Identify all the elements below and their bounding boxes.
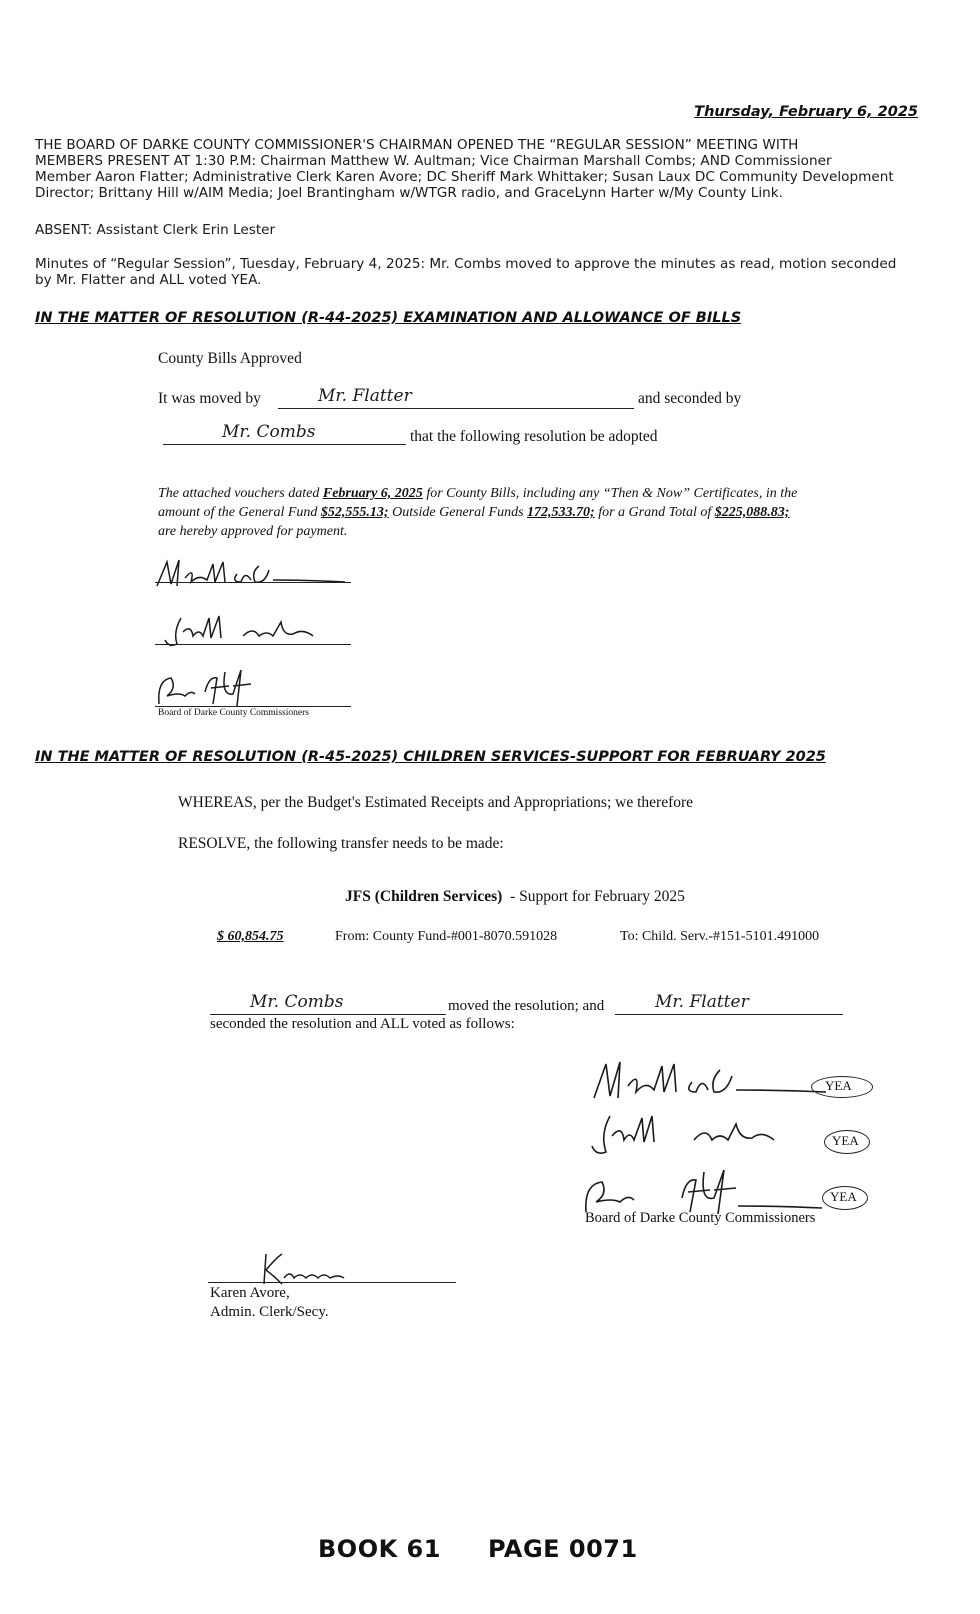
- seconded-by-handwritten: Mr. Combs: [222, 422, 316, 442]
- moved-by-line: [278, 408, 634, 409]
- vote-signature-combs: [590, 1112, 820, 1162]
- signature-aultman: [155, 556, 355, 596]
- signature-line: [155, 582, 351, 583]
- vouchers-text: amount of the General Fund: [158, 505, 321, 520]
- outside-funds-amount: 172,533.70;: [527, 505, 595, 520]
- clerk-title: Admin. Clerk/Secy.: [210, 1304, 329, 1320]
- minutes-paragraph: [35, 256, 896, 288]
- mover-line: [210, 1014, 446, 1015]
- moved-by-handwritten: Mr. Flatter: [318, 386, 412, 406]
- signature-line: [155, 706, 351, 707]
- intro-line: THE BOARD OF DARKE COUNTY COMMISSIONER'S CHAIRMAN OPENED THE “REGULAR SESSION” MEETING WITH: [35, 137, 799, 153]
- vouchers-text: for County Bills, including any “Then & Now” Certificates, in the: [422, 486, 798, 501]
- moved-text: moved the resolution; and: [448, 998, 605, 1014]
- transfer-to: To: Child. Serv.-#151-5101.491000: [620, 929, 820, 944]
- minutes-line: Minutes of “Regular Session”, Tuesday, February 4, 2025: Mr. Combs moved to approve the minutes as read, motion seconded: [35, 256, 897, 272]
- vouchers-paragraph: [158, 484, 868, 541]
- resolution-44-heading: IN THE MATTER OF RESOLUTION (R-44-2025) EXAMINATION AND ALLOWANCE OF BILLS: [35, 310, 742, 326]
- vouchers-text: Outside General Funds: [388, 505, 528, 520]
- intro-line: MEMBERS PRESENT AT 1:30 P.M: Chairman Matthew W. Aultman; Vice Chairman Marshall Combs; AND Commissioner: [35, 153, 832, 169]
- transfer-from: From: County Fund-#001-8070.591028: [335, 929, 558, 944]
- transfer-title: [345, 888, 685, 906]
- meeting-date: Thursday, February 6, 2025: [694, 104, 918, 120]
- resolution-45-heading: IN THE MATTER OF RESOLUTION (R-45-2025) CHILDREN SERVICES-SUPPORT FOR FEBRUARY 2025: [35, 749, 826, 765]
- grand-total-amount: $225,088.83;: [714, 505, 790, 520]
- clerk-signature-line: [208, 1282, 456, 1283]
- vouchers-text: are hereby approved for payment.: [158, 524, 348, 539]
- intro-line: Director; Brittany Hill w/AIM Media; Joel Brantingham w/WTGR radio, and GraceLynn Harter w/My County Link.: [35, 185, 783, 201]
- absent-line: ABSENT: Assistant Clerk Erin Lester: [35, 222, 276, 238]
- intro-line: Member Aaron Flatter; Administrative Clerk Karen Avore; DC Sheriff Mark Whittaker; Susan Laux DC Community Development: [35, 169, 894, 185]
- vouchers-text: for a Grand Total of: [594, 505, 715, 520]
- vote-signature-aultman: [590, 1058, 830, 1108]
- vote-yea: YEA: [832, 1133, 859, 1148]
- vouchers-text: The attached vouchers dated: [158, 486, 323, 501]
- county-bills-subtitle: County Bills Approved: [158, 350, 302, 367]
- signature-line: [155, 644, 351, 645]
- signature-combs: [163, 614, 353, 654]
- seconder-handwritten: Mr. Flatter: [655, 992, 749, 1012]
- moved-by-label: It was moved by: [158, 390, 261, 407]
- general-fund-amount: $52,555.13;: [320, 505, 389, 520]
- seconded-by-line: [163, 444, 406, 445]
- board-caption: Board of Darke County Commissioners: [158, 708, 309, 718]
- vote-yea: YEA: [830, 1189, 857, 1204]
- book-number: BOOK 61: [318, 1535, 441, 1563]
- resolve-text: RESOLVE, the following transfer needs to be made:: [178, 835, 504, 852]
- intro-paragraph: [35, 137, 945, 201]
- vote-yea: YEA: [825, 1078, 852, 1093]
- page-number: PAGE 0071: [488, 1535, 638, 1563]
- transfer-title-bold: JFS (Children Services): [345, 888, 503, 905]
- seconded-by-label: and seconded by: [638, 390, 742, 407]
- adopted-text: that the following resolution be adopted: [410, 428, 658, 445]
- whereas-text: WHEREAS, per the Budget's Estimated Receipts and Appropriations; we therefore: [178, 794, 694, 811]
- vouchers-date: February 6, 2025: [322, 486, 423, 501]
- transfer-title-rest: - Support for February 2025: [510, 888, 685, 905]
- seconded-text: seconded the resolution and ALL voted as follows:: [210, 1016, 515, 1032]
- minutes-line: by Mr. Flatter and ALL voted YEA.: [35, 272, 262, 288]
- board-caption: Board of Darke County Commissioners: [585, 1210, 816, 1226]
- mover-handwritten: Mr. Combs: [250, 992, 344, 1012]
- seconder-line: [615, 1014, 843, 1015]
- transfer-amount: $ 60,854.75: [217, 929, 284, 944]
- clerk-name: Karen Avore,: [210, 1285, 290, 1301]
